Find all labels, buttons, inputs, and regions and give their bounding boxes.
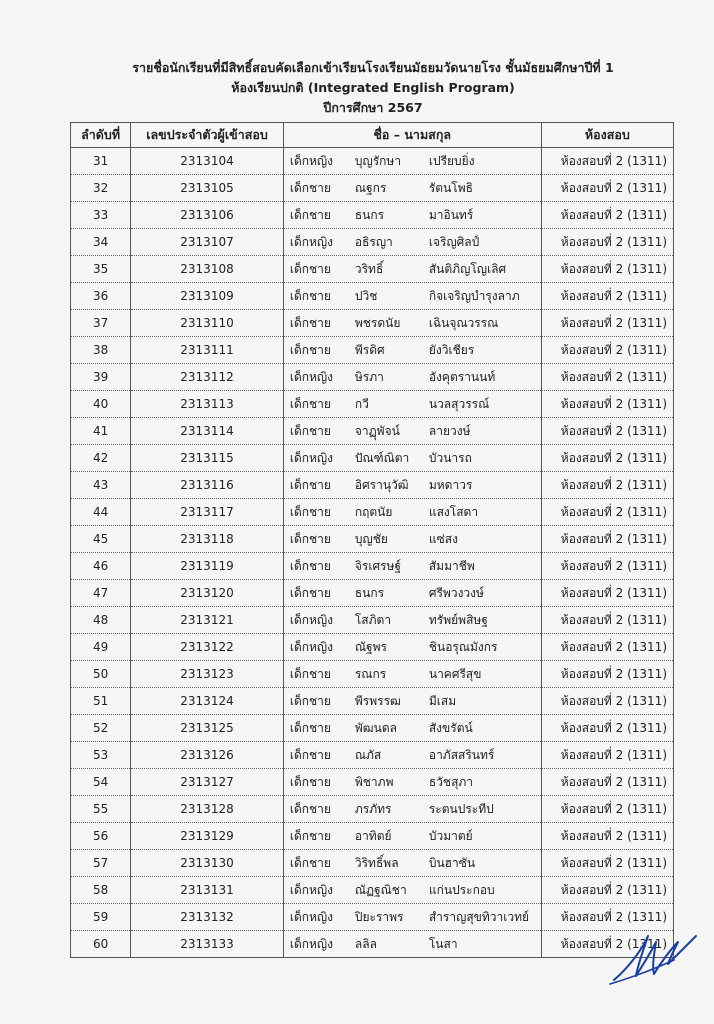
cell-name: [283, 337, 541, 364]
last-name: โนสา: [428, 936, 458, 951]
last-name: นาคศรีสุข: [428, 666, 482, 681]
cell-exam-id: 2313117: [131, 499, 284, 526]
last-name: เจริญศิลป์: [428, 234, 480, 249]
table-row: [71, 175, 674, 202]
cell-name: [283, 310, 541, 337]
first-name: รณกร: [354, 666, 387, 681]
name-title: เด็กชาย: [289, 288, 331, 303]
cell-exam-id: 2313120: [131, 580, 284, 607]
cell-room: ห้องสอบที่ 2 (1311): [541, 661, 673, 688]
cell-number: 39: [71, 364, 131, 391]
table-row: [71, 634, 674, 661]
first-name: พีรดิศ: [354, 342, 385, 357]
cell-name: [283, 391, 541, 418]
cell-name: [283, 715, 541, 742]
name-title: เด็กหญิง: [289, 450, 334, 465]
name-title: เด็กชาย: [289, 666, 331, 681]
cell-room: ห้องสอบที่ 2 (1311): [541, 445, 673, 472]
cell-name: [283, 769, 541, 796]
cell-number: 40: [71, 391, 131, 418]
cell-number: 60: [71, 931, 131, 958]
cell-room: ห้องสอบที่ 2 (1311): [541, 742, 673, 769]
first-name: จิรเศรษฐ์: [354, 558, 402, 573]
last-name: เฉินจุณวรรณ: [428, 315, 499, 330]
signature-icon: [608, 928, 700, 988]
first-name: ลลิล: [354, 936, 377, 951]
col-header-room: ห้องสอบ: [541, 123, 673, 148]
cell-number: 51: [71, 688, 131, 715]
cell-exam-id: 2313129: [131, 823, 284, 850]
table-row: [71, 769, 674, 796]
cell-number: 50: [71, 661, 131, 688]
cell-number: 41: [71, 418, 131, 445]
cell-exam-id: 2313104: [131, 148, 284, 175]
last-name: สัมมาชีพ: [428, 558, 475, 573]
cell-room: ห้องสอบที่ 2 (1311): [541, 256, 673, 283]
last-name: เปรียบยิ่ง: [428, 153, 475, 168]
first-name: กวี: [354, 396, 369, 411]
last-name: อาภัสสรินทร์: [428, 747, 495, 762]
cell-name: [283, 634, 541, 661]
cell-name: [283, 526, 541, 553]
cell-number: 55: [71, 796, 131, 823]
table-row: [71, 931, 674, 958]
cell-room: ห้องสอบที่ 2 (1311): [541, 688, 673, 715]
cell-number: 49: [71, 634, 131, 661]
cell-exam-id: 2313122: [131, 634, 284, 661]
cell-room: ห้องสอบที่ 2 (1311): [541, 472, 673, 499]
table-row: [71, 499, 674, 526]
first-name: อิศรานุวัฒิ: [354, 477, 409, 492]
name-title: เด็กชาย: [289, 801, 331, 816]
table-row: [71, 148, 674, 175]
cell-number: 47: [71, 580, 131, 607]
cell-name: [283, 877, 541, 904]
table-row: [71, 850, 674, 877]
first-name: ณัฐพร: [354, 639, 387, 654]
cell-room: ห้องสอบที่ 2 (1311): [541, 283, 673, 310]
cell-name: [283, 499, 541, 526]
first-name: โสภิตา: [354, 612, 392, 627]
last-name: ทรัพย์พสิษฐ: [428, 612, 488, 627]
first-name: ปัณฑ์ณิตา: [354, 450, 410, 465]
cell-room: ห้องสอบที่ 2 (1311): [541, 580, 673, 607]
last-name: ชินอรุณมังกร: [428, 639, 498, 654]
cell-number: 33: [71, 202, 131, 229]
cell-number: 42: [71, 445, 131, 472]
cell-name: [283, 850, 541, 877]
cell-number: 45: [71, 526, 131, 553]
last-name: แก่นประกอบ: [428, 882, 495, 897]
cell-room: ห้องสอบที่ 2 (1311): [541, 526, 673, 553]
table-row: [71, 580, 674, 607]
cell-room: ห้องสอบที่ 2 (1311): [541, 148, 673, 175]
cell-name: [283, 283, 541, 310]
table-row: [71, 742, 674, 769]
cell-name: [283, 229, 541, 256]
cell-exam-id: 2313115: [131, 445, 284, 472]
name-title: เด็กชาย: [289, 558, 331, 573]
last-name: ลายวงษ์: [428, 423, 471, 438]
cell-exam-id: 2313106: [131, 202, 284, 229]
table-row: [71, 229, 674, 256]
cell-name: [283, 742, 541, 769]
cell-exam-id: 2313119: [131, 553, 284, 580]
name-title: เด็กหญิง: [289, 369, 334, 384]
cell-room: ห้องสอบที่ 2 (1311): [541, 553, 673, 580]
cell-name: [283, 148, 541, 175]
cell-number: 48: [71, 607, 131, 634]
cell-number: 36: [71, 283, 131, 310]
table-row: [71, 688, 674, 715]
cell-name: [283, 904, 541, 931]
cell-name: [283, 553, 541, 580]
cell-room: ห้องสอบที่ 2 (1311): [541, 796, 673, 823]
table-row: [71, 904, 674, 931]
cell-number: 46: [71, 553, 131, 580]
cell-number: 58: [71, 877, 131, 904]
cell-room: ห้องสอบที่ 2 (1311): [541, 904, 673, 931]
first-name: อธิรญา: [354, 234, 393, 249]
last-name: ระตนประทีป: [428, 801, 494, 816]
table-row: [71, 283, 674, 310]
cell-room: ห้องสอบที่ 2 (1311): [541, 202, 673, 229]
name-title: เด็กชาย: [289, 261, 331, 276]
name-title: เด็กชาย: [289, 207, 331, 222]
cell-name: [283, 175, 541, 202]
table-row: [71, 661, 674, 688]
col-header-exam-id: เลขประจำตัวผู้เข้าสอบ: [131, 123, 284, 148]
cell-number: 54: [71, 769, 131, 796]
cell-exam-id: 2313127: [131, 769, 284, 796]
table-row: [71, 607, 674, 634]
cell-room: ห้องสอบที่ 2 (1311): [541, 850, 673, 877]
table-row: [71, 823, 674, 850]
first-name: กฤตนัย: [354, 504, 393, 519]
cell-room: ห้องสอบที่ 2 (1311): [541, 877, 673, 904]
table-row: [71, 445, 674, 472]
last-name: สันติภิญโญเลิศ: [428, 261, 507, 276]
last-name: ศรีพวงวงษ์: [428, 585, 484, 600]
cell-room: ห้องสอบที่ 2 (1311): [541, 823, 673, 850]
first-name: บุญชัย: [354, 531, 388, 546]
cell-number: 53: [71, 742, 131, 769]
name-title: เด็กชาย: [289, 720, 331, 735]
cell-room: ห้องสอบที่ 2 (1311): [541, 337, 673, 364]
cell-number: 37: [71, 310, 131, 337]
name-title: เด็กชาย: [289, 423, 331, 438]
name-title: เด็กชาย: [289, 180, 331, 195]
first-name: ณฐกร: [354, 180, 387, 195]
header-title: รายชื่อนักเรียนที่มีสิทธิ์สอบคัดเลือกเข้าเรียนโรงเรียนมัธยมวัดนายโรง ชั้นมัธยมศึกษาปีที่ 1: [132, 60, 614, 75]
cell-number: 52: [71, 715, 131, 742]
table-body: [71, 148, 674, 958]
last-name: รัตนโพธิ: [428, 180, 473, 195]
last-name: บัวนารถ: [428, 450, 472, 465]
last-name: ธวัชสุภา: [428, 774, 474, 789]
cell-exam-id: 2313107: [131, 229, 284, 256]
table-row: [71, 877, 674, 904]
last-name: มีเสม: [428, 693, 457, 708]
table-row: [71, 472, 674, 499]
name-title: เด็กชาย: [289, 315, 331, 330]
table-row: [71, 796, 674, 823]
first-name: วิริทธิ์พล: [354, 855, 399, 870]
cell-exam-id: 2313124: [131, 688, 284, 715]
cell-exam-id: 2313132: [131, 904, 284, 931]
last-name: นวลสุวรรณ์: [428, 396, 490, 411]
name-title: เด็กหญิง: [289, 153, 334, 168]
cell-exam-id: 2313118: [131, 526, 284, 553]
first-name: ษิรภา: [354, 369, 384, 384]
table-row: [71, 715, 674, 742]
cell-number: 34: [71, 229, 131, 256]
cell-room: ห้องสอบที่ 2 (1311): [541, 769, 673, 796]
student-table: [70, 122, 674, 958]
cell-name: [283, 931, 541, 958]
first-name: จาฏุพัจน์: [354, 423, 400, 438]
first-name: พิชาภพ: [354, 774, 394, 789]
last-name: อังคุตรานนท์: [428, 369, 496, 384]
cell-exam-id: 2313133: [131, 931, 284, 958]
name-title: เด็กหญิง: [289, 936, 334, 951]
table-row: [71, 418, 674, 445]
first-name: บุญรักษา: [354, 153, 402, 168]
first-name: ธนกร: [354, 207, 385, 222]
cell-number: 44: [71, 499, 131, 526]
last-name: แสงโสดา: [428, 504, 479, 519]
name-title: เด็กชาย: [289, 774, 331, 789]
cell-exam-id: 2313131: [131, 877, 284, 904]
first-name: ภรภัทร: [354, 801, 392, 816]
cell-number: 57: [71, 850, 131, 877]
cell-exam-id: 2313109: [131, 283, 284, 310]
name-title: เด็กชาย: [289, 855, 331, 870]
last-name: แซ่สง: [428, 531, 458, 546]
table-row: [71, 310, 674, 337]
cell-number: 31: [71, 148, 131, 175]
last-name: บินฮาซัน: [428, 855, 476, 870]
name-title: เด็กชาย: [289, 693, 331, 708]
cell-name: [283, 823, 541, 850]
name-title: เด็กชาย: [289, 477, 331, 492]
cell-room: ห้องสอบที่ 2 (1311): [541, 391, 673, 418]
first-name: ณภัส: [354, 747, 382, 762]
name-title: เด็กหญิง: [289, 909, 334, 924]
cell-exam-id: 2313126: [131, 742, 284, 769]
first-name: ธนกร: [354, 585, 385, 600]
cell-name: [283, 445, 541, 472]
first-name: ปวิช: [354, 288, 378, 303]
first-name: ปิยะราพร: [354, 909, 404, 924]
cell-name: [283, 607, 541, 634]
first-name: พัฒนดล: [354, 720, 397, 735]
table-row: [71, 364, 674, 391]
table-row: [71, 337, 674, 364]
first-name: วริทธิ์: [354, 261, 384, 276]
first-name: พชรดนัย: [354, 315, 401, 330]
last-name: สำราญสุขทิวาเวทย์: [428, 909, 530, 924]
name-title: เด็กชาย: [289, 828, 331, 843]
cell-exam-id: 2313121: [131, 607, 284, 634]
cell-exam-id: 2313130: [131, 850, 284, 877]
cell-exam-id: 2313128: [131, 796, 284, 823]
cell-exam-id: 2313110: [131, 310, 284, 337]
name-title: เด็กชาย: [289, 396, 331, 411]
cell-number: 35: [71, 256, 131, 283]
cell-name: [283, 472, 541, 499]
name-title: เด็กชาย: [289, 747, 331, 762]
cell-number: 56: [71, 823, 131, 850]
name-title: เด็กหญิง: [289, 612, 334, 627]
last-name: สังขรัตน์: [428, 720, 473, 735]
first-name: ณัฏฐณิชา: [354, 882, 407, 897]
cell-room: ห้องสอบที่ 2 (1311): [541, 418, 673, 445]
cell-number: 59: [71, 904, 131, 931]
cell-exam-id: 2313113: [131, 391, 284, 418]
cell-number: 43: [71, 472, 131, 499]
cell-name: [283, 688, 541, 715]
table-row: [71, 256, 674, 283]
cell-name: [283, 256, 541, 283]
cell-name: [283, 202, 541, 229]
cell-name: [283, 418, 541, 445]
cell-name: [283, 580, 541, 607]
table-row: [71, 553, 674, 580]
cell-room: ห้องสอบที่ 2 (1311): [541, 175, 673, 202]
cell-exam-id: 2313111: [131, 337, 284, 364]
name-title: เด็กชาย: [289, 585, 331, 600]
cell-exam-id: 2313123: [131, 661, 284, 688]
cell-exam-id: 2313108: [131, 256, 284, 283]
name-title: เด็กหญิง: [289, 882, 334, 897]
cell-name: [283, 796, 541, 823]
cell-room: ห้องสอบที่ 2 (1311): [541, 229, 673, 256]
cell-number: 32: [71, 175, 131, 202]
name-title: เด็กชาย: [289, 531, 331, 546]
col-header-number: ลำดับที่: [71, 123, 131, 148]
first-name: อาทิตย์: [354, 828, 392, 843]
cell-room: ห้องสอบที่ 2 (1311): [541, 499, 673, 526]
last-name: มหดาวร: [428, 477, 473, 492]
name-title: เด็กชาย: [289, 342, 331, 357]
cell-room: ห้องสอบที่ 2 (1311): [541, 607, 673, 634]
header-program: ห้องเรียนปกติ (Integrated English Program): [231, 80, 515, 95]
cell-room: ห้องสอบที่ 2 (1311): [541, 634, 673, 661]
cell-number: 38: [71, 337, 131, 364]
table-row: [71, 391, 674, 418]
header-year: ปีการศึกษา 2567: [323, 100, 423, 115]
cell-name: [283, 661, 541, 688]
cell-exam-id: 2313105: [131, 175, 284, 202]
name-title: เด็กหญิง: [289, 234, 334, 249]
last-name: กิจเจริญบำรุงลาภ: [428, 288, 520, 303]
cell-exam-id: 2313114: [131, 418, 284, 445]
cell-room: ห้องสอบที่ 2 (1311): [541, 715, 673, 742]
name-title: เด็กชาย: [289, 504, 331, 519]
name-title: เด็กหญิง: [289, 639, 334, 654]
table-header-row: [71, 123, 674, 148]
document-header: [70, 58, 676, 118]
cell-room: ห้องสอบที่ 2 (1311): [541, 364, 673, 391]
cell-name: [283, 364, 541, 391]
cell-room: ห้องสอบที่ 2 (1311): [541, 931, 673, 958]
first-name: พีรพรรฒ: [354, 693, 401, 708]
cell-exam-id: 2313116: [131, 472, 284, 499]
cell-room: ห้องสอบที่ 2 (1311): [541, 310, 673, 337]
table-row: [71, 202, 674, 229]
last-name: ยังวิเชียร: [428, 342, 475, 357]
cell-exam-id: 2313112: [131, 364, 284, 391]
last-name: บัวมาตย์: [428, 828, 473, 843]
col-header-name: ชื่อ – นามสกุล: [283, 123, 541, 148]
cell-exam-id: 2313125: [131, 715, 284, 742]
table-row: [71, 526, 674, 553]
last-name: มาอินทร์: [428, 207, 474, 222]
